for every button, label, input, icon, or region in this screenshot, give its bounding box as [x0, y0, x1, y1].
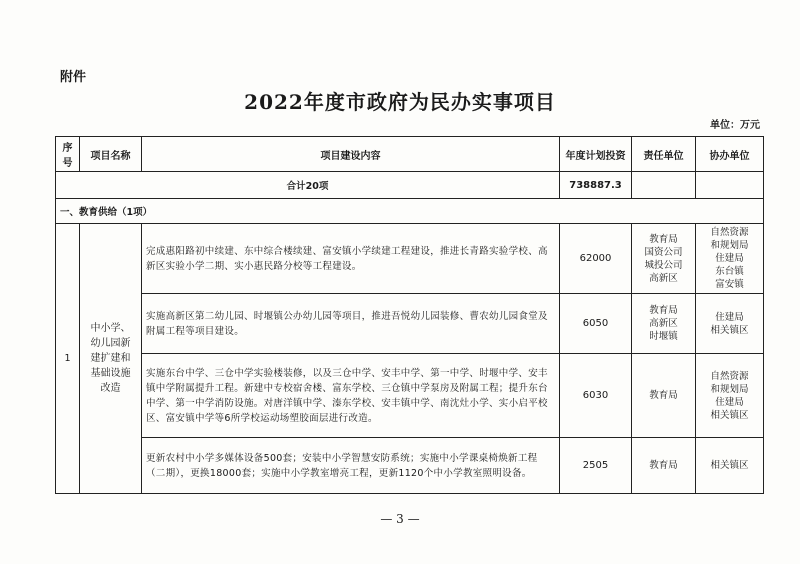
section-row — [56, 199, 764, 224]
project-name-line: 基础设施 — [90, 368, 131, 379]
total-label: 合计20项 — [56, 172, 560, 199]
row-assisting — [696, 438, 764, 494]
assisting-unit: 住建局 — [715, 253, 744, 264]
header-responsible: 责任单位 — [632, 137, 696, 172]
row-responsible — [632, 224, 696, 294]
row-assisting — [696, 294, 764, 354]
row-responsible — [632, 354, 696, 438]
table-row — [56, 294, 764, 354]
section-title: 一、教育供给（1项） — [56, 199, 764, 224]
header-investment: 年度计划投资 — [560, 137, 632, 172]
row-assisting — [696, 354, 764, 438]
responsible-unit: 教育局 — [649, 305, 678, 316]
attachment-label: 附件 — [60, 70, 87, 85]
assisting-unit: 住建局 — [715, 311, 744, 323]
projects-table — [55, 136, 764, 494]
assisting-unit: 相关镇区 — [710, 460, 749, 471]
responsible-unit: 教育局 — [649, 460, 678, 471]
row-content: 完成惠阳路初中续建、东中综合楼续建、富安镇小学续建工程建设，推进长青路实验学校、高新区实验小学二期、实小惠民路分校等工程建设。 — [142, 224, 560, 294]
table-row — [56, 224, 764, 294]
row-content: 实施东台中学、三仓中学实验楼装修，以及三仓中学、安丰中学、第一中学、时堰中学、安丰镇中学附属提升工程。新建中专校宿舍楼、富东学校、三仓镇中学泵房及附属工程；提升东台中学、第一中学消防设施。对唐洋镇中学、溱东学校、安丰镇中学、南沈灶小学、实小启平校区、富安镇中学等6所学校运动场塑胶面层进行改造。 — [142, 354, 560, 438]
header-content: 项目建设内容 — [142, 137, 560, 172]
total-row — [56, 172, 764, 199]
row-investment: 6030 — [560, 354, 632, 438]
row-investment: 6050 — [560, 294, 632, 354]
assisting-unit: 东台镇 — [715, 266, 744, 277]
project-seq: 1 — [56, 224, 80, 494]
responsible-unit: 教育局 — [649, 390, 678, 401]
responsible-unit: 时堰镇 — [649, 331, 678, 342]
project-name — [80, 224, 142, 494]
table-header-row — [56, 137, 764, 172]
assisting-unit: 和规划局 — [710, 240, 749, 251]
total-empty-responsible — [632, 172, 696, 199]
table-row — [56, 354, 764, 438]
row-content: 实施高新区第二幼儿园、时堰镇公办幼儿园等项目，推进吾悦幼儿园装修、曹农幼儿园食堂及附属工程等项目建设。 — [142, 294, 560, 354]
row-responsible — [632, 294, 696, 354]
project-name-line: 中小学、 — [90, 323, 131, 334]
assisting-unit: 自然资源 — [710, 370, 749, 382]
header-assisting: 协办单位 — [696, 137, 764, 172]
assisting-unit: 相关镇区 — [710, 409, 749, 421]
total-empty-assisting — [696, 172, 764, 199]
project-name-line: 改造 — [100, 383, 121, 394]
document-title: 2022年度市政府为民办实事项目 — [244, 90, 556, 114]
assisting-unit: 住建局 — [715, 396, 744, 408]
table-row — [56, 438, 764, 494]
assisting-unit: 富安镇 — [715, 279, 744, 290]
responsible-unit: 高新区 — [649, 318, 678, 329]
assisting-unit: 和规划局 — [710, 383, 749, 395]
responsible-unit: 国资公司 — [644, 246, 683, 258]
row-investment: 2505 — [560, 438, 632, 494]
row-investment: 62000 — [560, 224, 632, 294]
total-value: 738887.3 — [560, 172, 632, 199]
unit-note: 单位：万元 — [710, 120, 760, 131]
project-name-line: 建扩建和 — [90, 353, 131, 364]
row-content: 更新农村中小学多媒体设备500套；安装中小学智慧安防系统；实施中小学课桌椅焕新工程（二期），更换18000套；实施中小学教室增亮工程，更新1120个中小学教室照明设备。 — [142, 438, 560, 494]
project-name-line: 幼儿园新 — [90, 338, 131, 349]
responsible-unit: 教育局 — [649, 233, 678, 245]
row-assisting — [696, 224, 764, 294]
row-responsible — [632, 438, 696, 494]
page-number: — 3 — — [380, 512, 420, 526]
header-name: 项目名称 — [80, 137, 142, 172]
assisting-unit: 自然资源 — [710, 227, 749, 238]
responsible-unit: 高新区 — [649, 272, 678, 284]
responsible-unit: 城投公司 — [644, 259, 683, 271]
header-seq: 序号 — [56, 137, 80, 172]
assisting-unit: 相关镇区 — [710, 324, 749, 336]
